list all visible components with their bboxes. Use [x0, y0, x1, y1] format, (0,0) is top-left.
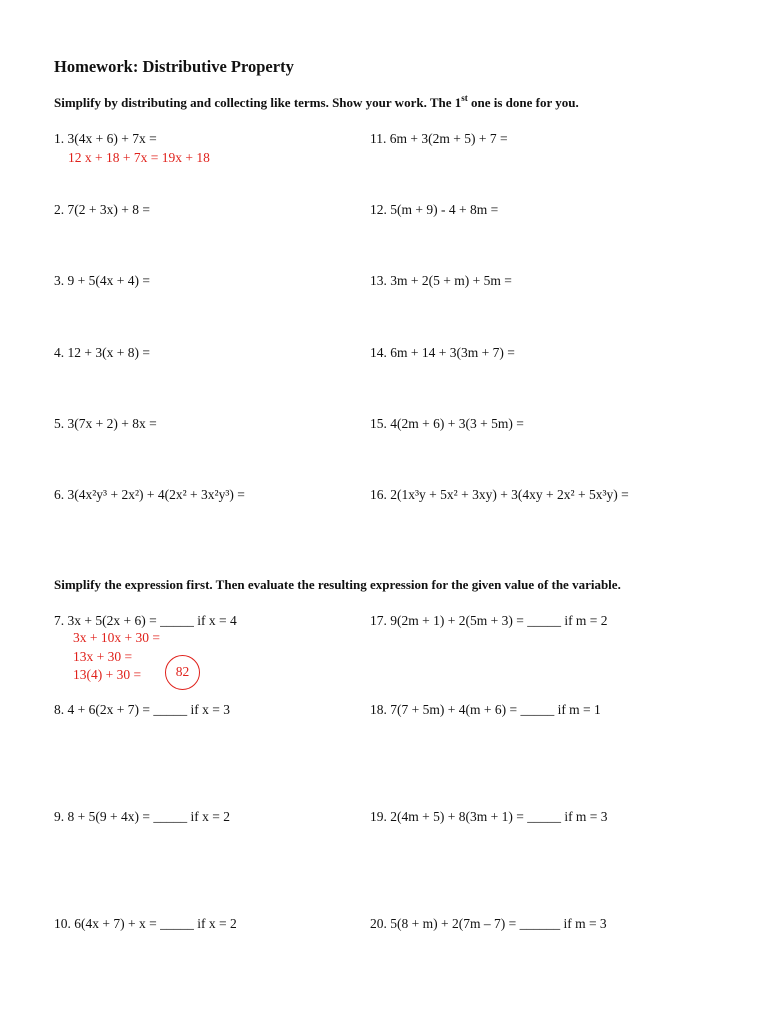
problem-17: 17. 9(2m + 1) + 2(5m + 3) = _____ if m = 2 — [370, 613, 608, 628]
page-title: Homework: Distributive Property — [54, 57, 294, 76]
problem-18: 18. 7(7 + 5m) + 4(m + 6) = _____ if m = 1 — [370, 702, 601, 717]
instruction-distribute: Simplify by distributing and collecting like terms. Show your work. The 1st one is done for you. — [54, 93, 579, 110]
problem-13: 13. 3m + 2(5 + m) + 5m = — [370, 273, 512, 288]
example-work-line-2: 13x + 30 = — [73, 649, 133, 664]
problem-10: 10. 6(4x + 7) + x = _____ if x = 2 — [54, 916, 237, 931]
example-work-line-3: 13(4) + 30 = — [73, 667, 142, 682]
problem-6: 6. 3(4x²y³ + 2x²) + 4(2x² + 3x²y³) = — [54, 487, 245, 502]
example-answer-1: 12 x + 18 + 7x = 19x + 18 — [68, 150, 210, 165]
problem-15: 15. 4(2m + 6) + 3(3 + 5m) = — [370, 416, 524, 431]
problem-8: 8. 4 + 6(2x + 7) = _____ if x = 3 — [54, 702, 230, 717]
example-work-line-1: 3x + 10x + 30 = — [73, 630, 160, 645]
problem-19: 19. 2(4m + 5) + 8(3m + 1) = _____ if m = 3 — [370, 809, 608, 824]
problem-1: 1. 3(4x + 6) + 7x = — [54, 131, 157, 146]
problem-12: 12. 5(m + 9) - 4 + 8m = — [370, 202, 499, 217]
problem-9: 9. 8 + 5(9 + 4x) = _____ if x = 2 — [54, 809, 230, 824]
problem-14: 14. 6m + 14 + 3(3m + 7) = — [370, 345, 515, 360]
problem-16: 16. 2(1x³y + 5x² + 3xy) + 3(4xy + 2x² + 5x³y) = — [370, 487, 629, 502]
instruction-evaluate: Simplify the expression first. Then evaluate the resulting expression for the given value of the variable. — [54, 577, 621, 592]
problem-11: 11. 6m + 3(2m + 5) + 7 = — [370, 131, 508, 146]
problem-3: 3. 9 + 5(4x + 4) = — [54, 273, 150, 288]
problem-4: 4. 12 + 3(x + 8) = — [54, 345, 150, 360]
example-result-circle — [165, 655, 200, 690]
problem-5: 5. 3(7x + 2) + 8x = — [54, 416, 157, 431]
example-result: 82 — [175, 664, 190, 679]
problem-20: 20. 5(8 + m) + 2(7m – 7) = ______ if m = 3 — [370, 916, 607, 931]
problem-2: 2. 7(2 + 3x) + 8 = — [54, 202, 150, 217]
problem-7: 7. 3x + 5(2x + 6) = _____ if x = 4 — [54, 613, 237, 628]
